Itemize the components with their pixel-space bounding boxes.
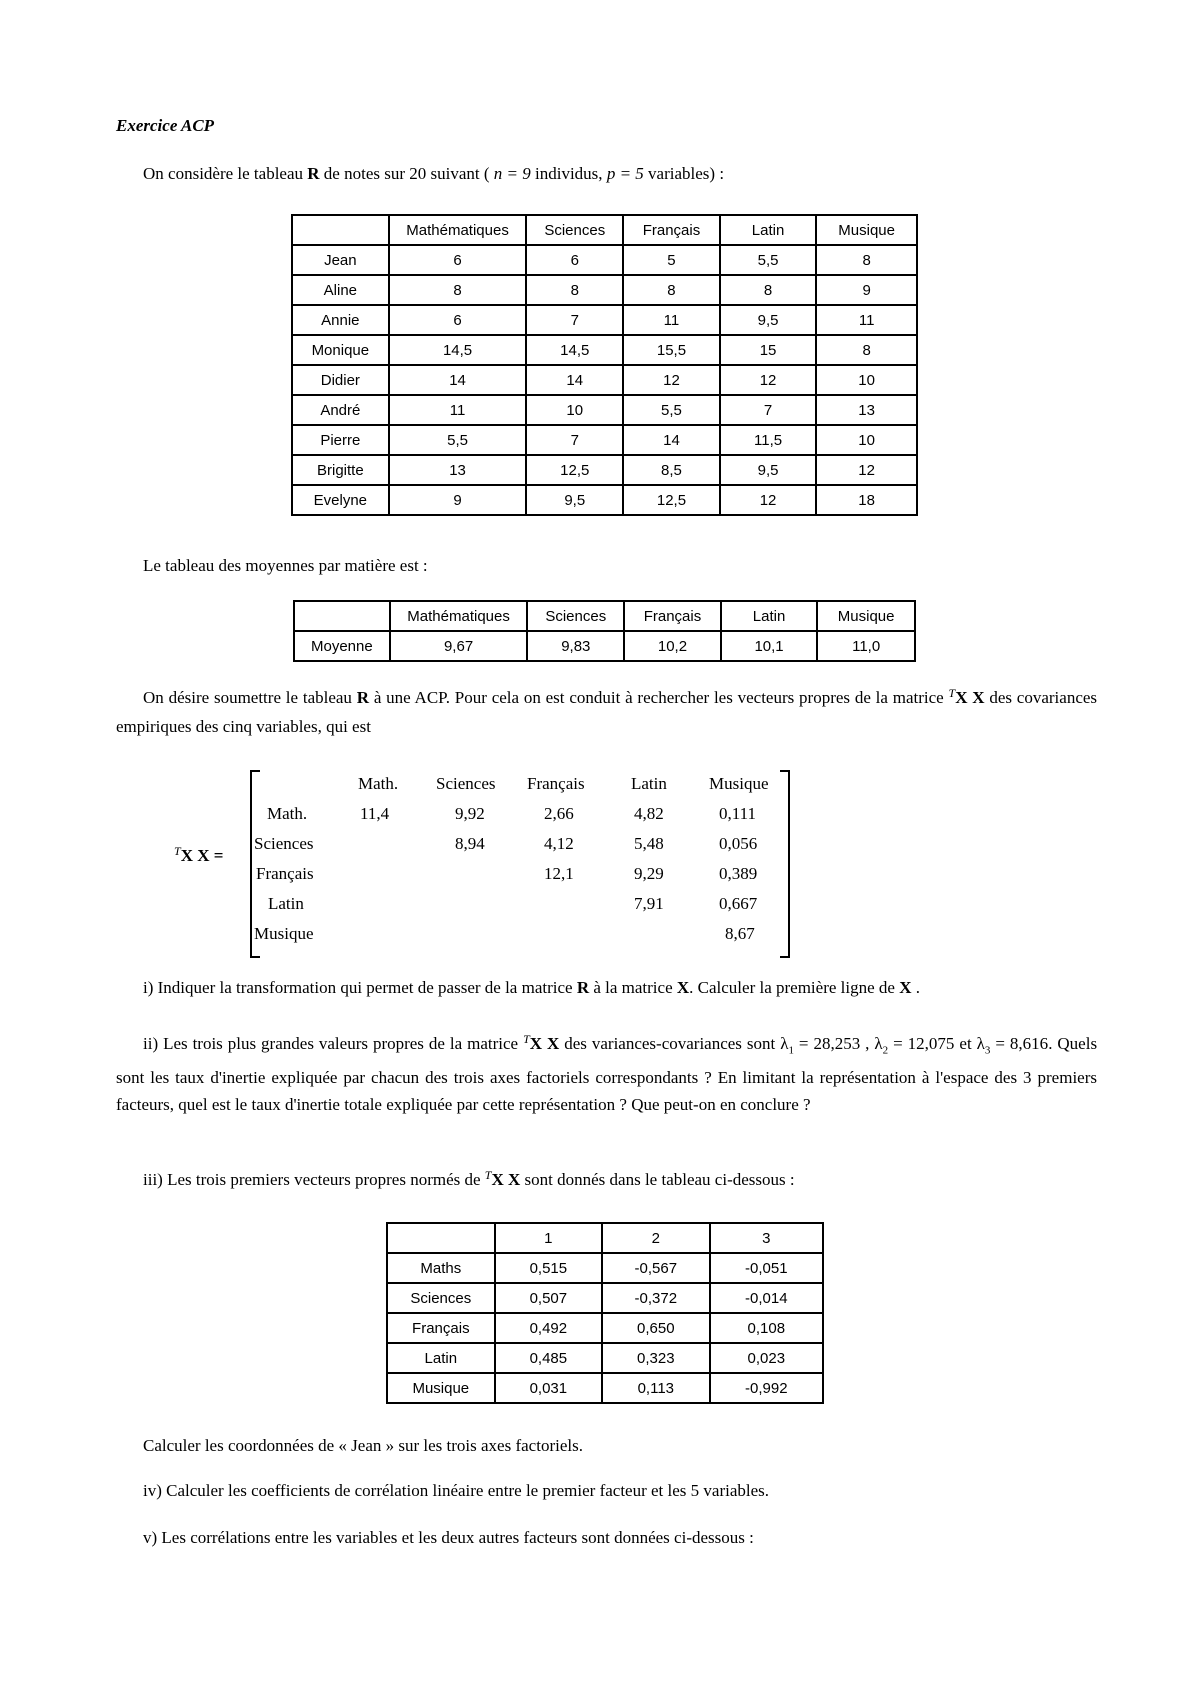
- table-cell: 12: [720, 485, 816, 515]
- table-cell: 5: [623, 245, 720, 275]
- notes-table: [291, 214, 918, 516]
- table-cell: 6: [526, 245, 623, 275]
- matrix-row-label: Latin: [268, 894, 304, 913]
- matrix-cell: 0,667: [719, 894, 758, 913]
- table-cell: 9: [816, 275, 917, 305]
- table-row-label: Monique: [292, 335, 389, 365]
- matrix-col-header: Français: [527, 774, 585, 793]
- table-header-cell: [294, 601, 390, 631]
- table-header-cell: Français: [623, 215, 720, 245]
- table-cell: 13: [816, 395, 917, 425]
- question-1: i) Indiquer la transformation qui permet de passer de la matrice R à la matrice X. Calculer la première ligne de X .: [143, 978, 920, 997]
- table-row-label: Maths: [387, 1253, 495, 1283]
- table-row-label: Jean: [292, 245, 389, 275]
- table-cell: 8: [816, 245, 917, 275]
- table-row: [292, 485, 917, 515]
- matrix-cell: 8,94: [455, 834, 485, 853]
- matrix-lhs: $^T$X X =: [174, 844, 224, 865]
- table-cell: 10: [816, 425, 917, 455]
- table-header-cell: Français: [624, 601, 721, 631]
- table-cell: 14,5: [389, 335, 527, 365]
- matrix-cell: 4,82: [634, 804, 664, 823]
- table-cell: 10: [816, 365, 917, 395]
- table-row: [387, 1373, 823, 1403]
- table-row-label: Latin: [387, 1343, 495, 1373]
- table-cell: 11,0: [817, 631, 915, 661]
- table-row: [292, 245, 917, 275]
- table-cell: 8: [720, 275, 816, 305]
- matrix-col-header: Latin: [631, 774, 667, 793]
- table-cell: 13: [389, 455, 527, 485]
- table-row: [292, 425, 917, 455]
- matrix-cell: 7,91: [634, 894, 664, 913]
- table-header-row: [292, 215, 917, 245]
- table-cell: 5,5: [720, 245, 816, 275]
- table-cell: 0,515: [495, 1253, 602, 1283]
- right-bracket: [780, 770, 790, 958]
- matrix-cell: 0,056: [719, 834, 758, 853]
- table-cell: 9,83: [527, 631, 624, 661]
- table-header-cell: [387, 1223, 495, 1253]
- table-cell: 6: [389, 245, 527, 275]
- table-cell: 14,5: [526, 335, 623, 365]
- table-row-label: André: [292, 395, 389, 425]
- table-cell: 14: [526, 365, 623, 395]
- table-row-label: Moyenne: [294, 631, 390, 661]
- table-row: [292, 275, 917, 305]
- table-row-label: Annie: [292, 305, 389, 335]
- table-row: [292, 395, 917, 425]
- table-cell: 0,507: [495, 1283, 602, 1313]
- table-cell: 11: [389, 395, 527, 425]
- exercise-title: Exercice ACP: [116, 116, 215, 135]
- table-cell: -0,051: [710, 1253, 823, 1283]
- table-cell: 0,485: [495, 1343, 602, 1373]
- table-cell: 0,492: [495, 1313, 602, 1343]
- table-cell: 6: [389, 305, 527, 335]
- eigenvectors-table: [386, 1222, 824, 1404]
- table-row: [292, 455, 917, 485]
- matrix-col-header: Musique: [709, 774, 769, 793]
- table-cell: 9,5: [720, 455, 816, 485]
- table-cell: -0,372: [602, 1283, 709, 1313]
- table-row-label: Aline: [292, 275, 389, 305]
- table-row-label: Pierre: [292, 425, 389, 455]
- table-cell: 9: [389, 485, 527, 515]
- matrix-cell: 9,29: [634, 864, 664, 883]
- matrix-cell: 0,389: [719, 864, 758, 883]
- table-cell: 15: [720, 335, 816, 365]
- table-cell: 10,2: [624, 631, 721, 661]
- table-header-cell: Musique: [816, 215, 917, 245]
- table-cell: 0,113: [602, 1373, 709, 1403]
- table-row-label: Didier: [292, 365, 389, 395]
- table-header-cell: Musique: [817, 601, 915, 631]
- table-header-cell: 3: [710, 1223, 823, 1253]
- table-cell: 7: [720, 395, 816, 425]
- table-cell: 11,5: [720, 425, 816, 455]
- table-cell: 14: [623, 425, 720, 455]
- matrix-cell: 4,12: [544, 834, 574, 853]
- table-row-label: Sciences: [387, 1283, 495, 1313]
- table-cell: -0,992: [710, 1373, 823, 1403]
- table-row: [387, 1313, 823, 1343]
- table-header-cell: Sciences: [526, 215, 623, 245]
- table-header-cell: 1: [495, 1223, 602, 1253]
- table-cell: 8: [389, 275, 527, 305]
- table-row: [292, 335, 917, 365]
- table-cell: 9,67: [390, 631, 528, 661]
- table-cell: 12: [720, 365, 816, 395]
- table-cell: 8: [623, 275, 720, 305]
- table-row: [294, 631, 915, 661]
- table-header-cell: Mathématiques: [389, 215, 527, 245]
- table-cell: 8: [816, 335, 917, 365]
- table-cell: -0,014: [710, 1283, 823, 1313]
- table-header-cell: Latin: [720, 215, 816, 245]
- table-row-label: Brigitte: [292, 455, 389, 485]
- table-cell: 12: [816, 455, 917, 485]
- matrix-col-header: Sciences: [436, 774, 496, 793]
- table-cell: 10: [526, 395, 623, 425]
- table-cell: 11: [623, 305, 720, 335]
- table-header-cell: Latin: [721, 601, 817, 631]
- table-cell: 15,5: [623, 335, 720, 365]
- table-cell: 9,5: [526, 485, 623, 515]
- table-header-row: [294, 601, 915, 631]
- question-2: ii) Les trois plus grandes valeurs propres de la matrice $^T$X X des variances-covariances sont $\lambda_1 = 28,253$ , $\lambda_2 = 12,075$ et $\lambda_3 = 8,616$. Quels sont les taux d'inertie expliquée par chacun des trois axes factoriels correspondants ? En limitant la représentation à l'espace des 3 premiers facteurs, quel est le taux d'inertie totale expliquée par cette représentation ? Que peut-on en conclure ?: [116, 1032, 1098, 1115]
- matrix-row-label: Musique: [254, 924, 314, 943]
- table-cell: 12,5: [623, 485, 720, 515]
- acp-paragraph: On désire soumettre le tableau R à une ACP. Pour cela on est conduit à rechercher les vecteurs propres de la matrice $^T$X X des covariances empiriques des cinq variables, qui est: [116, 686, 1098, 736]
- table-row: [387, 1343, 823, 1373]
- table-row: [292, 365, 917, 395]
- jean-coordinates-line: Calculer les coordonnées de « Jean » sur les trois axes factoriels.: [143, 1436, 583, 1455]
- table-row-label: Evelyne: [292, 485, 389, 515]
- table-header-cell: Mathématiques: [390, 601, 528, 631]
- intro-line: On considère le tableau R de notes sur 20 suivant ( n = 9 individus, p = 5 variables) :: [143, 164, 725, 183]
- table-row: [292, 305, 917, 335]
- table-cell: 12: [623, 365, 720, 395]
- covariance-matrix: [250, 770, 790, 954]
- matrix-cell: 9,92: [455, 804, 485, 823]
- matrix-row-label: Français: [256, 864, 314, 883]
- table-header-cell: 2: [602, 1223, 709, 1253]
- matrix-cell: 12,1: [544, 864, 574, 883]
- means-table: [293, 600, 916, 662]
- table-cell: 14: [389, 365, 527, 395]
- table-cell: 9,5: [720, 305, 816, 335]
- table-cell: 18: [816, 485, 917, 515]
- table-cell: 0,108: [710, 1313, 823, 1343]
- question-4: iv) Calculer les coefficients de corrélation linéaire entre le premier facteur et les 5 variables.: [143, 1481, 770, 1500]
- table-header-row: [387, 1223, 823, 1253]
- table-header-cell: Sciences: [527, 601, 624, 631]
- table-cell: 11: [816, 305, 917, 335]
- matrix-row-label: Math.: [267, 804, 308, 823]
- table-cell: 8: [526, 275, 623, 305]
- table-cell: 0,031: [495, 1373, 602, 1403]
- matrix-cell: 0,111: [719, 804, 756, 823]
- matrix-cell: 5,48: [634, 834, 664, 853]
- table-cell: 0,323: [602, 1343, 709, 1373]
- means-intro: Le tableau des moyennes par matière est :: [143, 556, 428, 575]
- table-cell: 7: [526, 425, 623, 455]
- table-cell: 12,5: [526, 455, 623, 485]
- question-3: iii) Les trois premiers vecteurs propres normés de $^T$X X sont donnés dans le tableau ci-dessous :: [143, 1168, 795, 1189]
- matrix-col-header: Math.: [358, 774, 399, 793]
- table-cell: -0,567: [602, 1253, 709, 1283]
- table-cell: 0,650: [602, 1313, 709, 1343]
- matrix-cell: 11,4: [360, 804, 390, 823]
- table-cell: 10,1: [721, 631, 817, 661]
- table-row-label: Français: [387, 1313, 495, 1343]
- table-row-label: Musique: [387, 1373, 495, 1403]
- table-cell: 5,5: [623, 395, 720, 425]
- matrix-row-label: Sciences: [254, 834, 314, 853]
- question-5: v) Les corrélations entre les variables et les deux autres facteurs sont données ci-dessous :: [143, 1528, 754, 1547]
- table-row: [387, 1253, 823, 1283]
- matrix-cell: 2,66: [544, 804, 574, 823]
- table-cell: 7: [526, 305, 623, 335]
- table-cell: 5,5: [389, 425, 527, 455]
- table-header-cell: [292, 215, 389, 245]
- table-cell: 8,5: [623, 455, 720, 485]
- table-cell: 0,023: [710, 1343, 823, 1373]
- table-row: [387, 1283, 823, 1313]
- matrix-cell: 8,67: [725, 924, 755, 943]
